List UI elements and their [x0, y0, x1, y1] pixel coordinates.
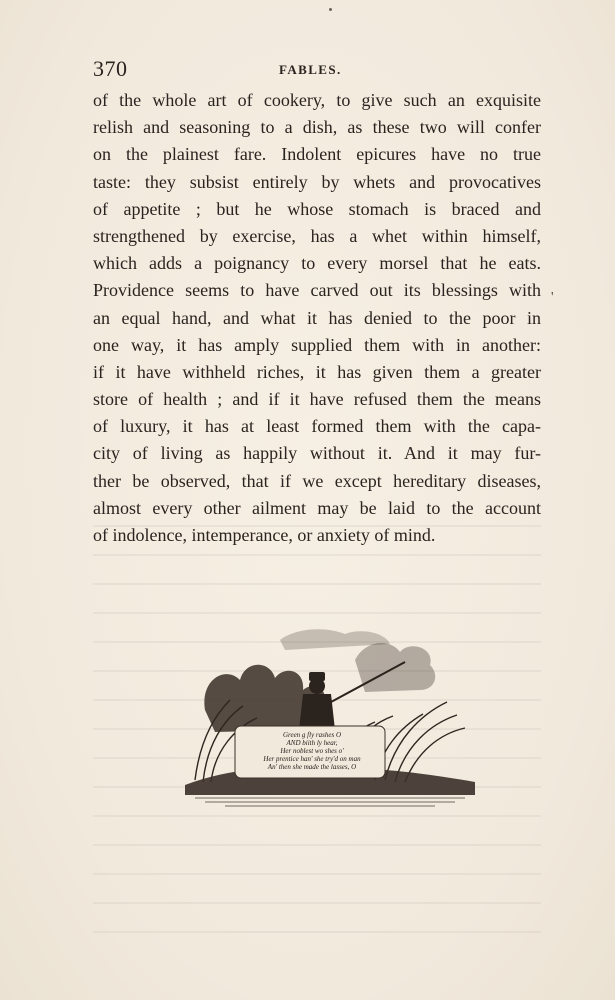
stray-mark: ' — [551, 290, 554, 305]
inscription-line: Green g fly rashes O — [282, 731, 342, 739]
text-line: relish and seasoning to a dish, as these two will confer — [93, 117, 541, 138]
inscription-line: Her prentice han' she try'd on man — [263, 755, 361, 763]
text-line: an equal hand, and what it has denied to the poor in — [93, 307, 541, 328]
text-line: ther be observed, that if we except hereditary diseases, — [93, 470, 541, 491]
text-line: almost every other ailment may be laid to the account — [93, 497, 541, 518]
text-line: which adds a poignancy to every morsel that he eats. — [93, 253, 541, 274]
text-line: Providence seems to have carved out its blessings with — [93, 280, 541, 301]
inscription-line: An' then she made the lasses, O — [267, 763, 357, 771]
text-line: city of living as happily without it. And it may fur- — [93, 443, 541, 464]
text-line: on the plainest fare. Indolent epicures have no true — [93, 144, 541, 165]
text-line: of luxury, it has at least formed them with the capa- — [93, 416, 541, 437]
inscription-line: Her noblest wo shes o' — [280, 747, 344, 755]
text-line: of the whole art of cookery, to give such an exquisite — [93, 90, 541, 110]
running-head: FABLES. — [279, 62, 342, 77]
inscription-line: AND biith ly hear, — [286, 739, 338, 747]
text-line: if it have withheld riches, it has given them a greater — [93, 361, 541, 382]
body-paragraph — [93, 87, 541, 549]
woodcut-vignette — [185, 620, 475, 810]
vignette-water-lines — [195, 798, 465, 806]
text-line: strengthened by exercise, has a whet within himself, — [93, 225, 541, 246]
page-number: 370 — [93, 56, 128, 81]
vignette-inscription — [232, 731, 392, 771]
text-line: taste: they subsist entirely by whets and provocatives — [93, 171, 541, 192]
text-line: one way, it has amply supplied them with in another: — [93, 334, 541, 355]
text-line: store of health ; and if it have refused them the means — [93, 389, 541, 410]
text-line: of appetite ; but he whose stomach is braced and — [93, 198, 541, 219]
page-header — [93, 56, 541, 86]
text-line: of indolence, intemperance, or anxiety of mind. — [93, 525, 436, 545]
printer-dot — [329, 8, 332, 11]
